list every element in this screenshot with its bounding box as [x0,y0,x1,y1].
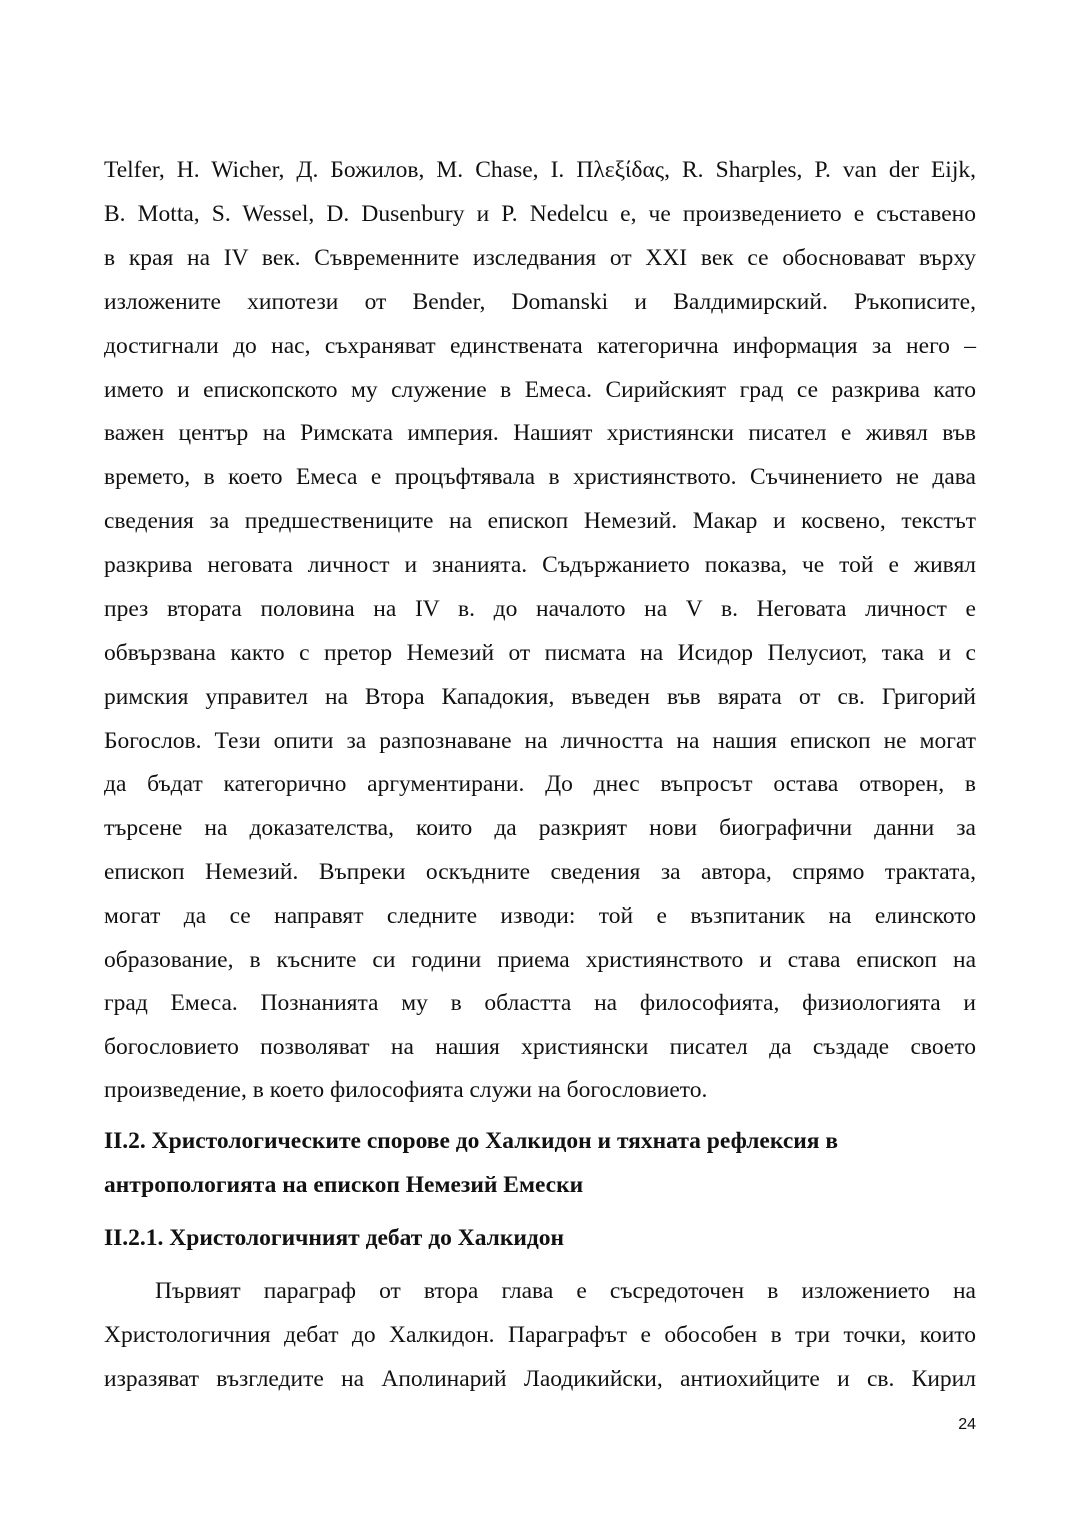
paragraph-line: Христологичния дебат до Халкидон. Параграфът е обособен в три точки, които [104,1322,976,1348]
paragraph-line: разкрива неговата личност и знанията. Съдържанието показва, че той е живял [104,552,976,578]
paragraph-line: сведения за предшествениците на епископ Немезий. Макар и косвено, текстът [104,508,976,534]
paragraph-line: важен център на Римската империя. Нашият християнски писател е живял във [104,420,976,446]
paragraph-line: образование, в късните си години приема християнството и става епископ на [104,947,976,973]
paragraph-line: името и епископското му служение в Емеса. Сирийският град се разкрива като [104,377,976,403]
paragraph-line: Telfer, H. Wicher, Д. Божилов, M. Chase, I. Πλεξίδας, R. Sharples, P. van der Eijk, [104,157,976,183]
paragraph-line: изложените хипотези от Bender, Domanski и Валдимирский. Ръкописите, [104,289,976,315]
page-number: 24 [958,1416,976,1433]
paragraph-line: да бъдат категорично аргументирани. До днес въпросът остава отворен, в [104,771,976,797]
paragraph-line: в края на IV век. Съвременните изследвания от XXI век се обосновават върху [104,245,976,271]
paragraph-line: достигнали до нас, съхраняват единствената категорична информация за него – [104,333,976,359]
paragraph-line: произведение, в което философията служи на богословието. [104,1077,708,1103]
subsection-heading: II.2.1. Христологичният дебат до Халкидон [104,1225,565,1251]
paragraph-line: римския управител на Втора Кападокия, въведен във вярата от св. Григорий [104,684,976,710]
paragraph-line: изразяват възгледите на Аполинарий Лаодикийски, антиохийците и св. Кирил [104,1366,976,1392]
paragraph-line: могат да се направят следните изводи: той е възпитаник на елинското [104,903,976,929]
paragraph-line: през втората половина на IV в. до началото на V в. Неговата личност е [104,596,976,622]
paragraph-line: Първият параграф от втора глава е съсредоточен в изложението на [155,1278,976,1304]
paragraph-line: времето, в което Емеса е процъфтявала в християнството. Съчинението не дава [104,464,976,490]
paragraph-line: епископ Немезий. Въпреки оскъдните сведения за автора, спрямо трактата, [104,859,976,885]
section-heading-line: антропологията на епископ Немезий Емески [104,1172,584,1198]
paragraph-line: богословието позволяват на нашия християнски писател да създаде своето [104,1034,976,1060]
paragraph-line: търсене на доказателства, които да разкрият нови биографични данни за [104,815,976,841]
paragraph-line: град Емеса. Познанията му в областта на философията, физиологията и [104,990,976,1016]
paragraph-line: обвързвана както с претор Немезий от писмата на Исидор Пелусиот, така и с [104,640,976,666]
paragraph-line: B. Motta, S. Wessel, D. Dusenbury и P. Nedelcu е, че произведението е съставено [104,201,976,227]
paragraph-line: Богослов. Тези опити за разпознаване на личността на нашия епископ не могат [104,728,976,754]
section-heading-line: II.2. Христологическите спорове до Халкидон и тяхната рефлексия в [104,1128,839,1154]
